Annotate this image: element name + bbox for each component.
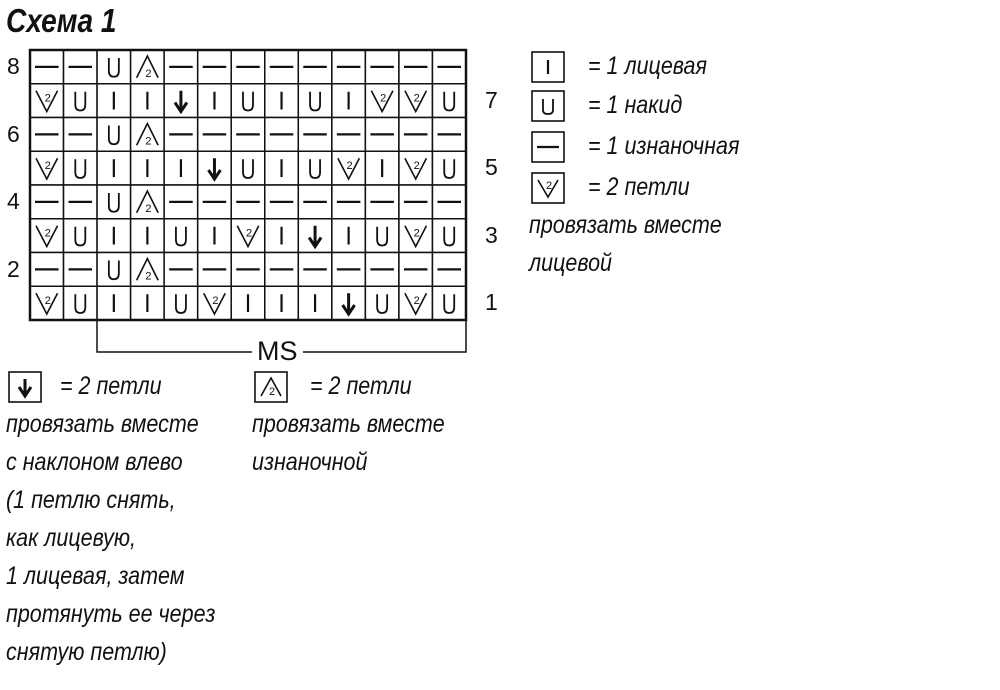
yarn-over-symbol-cell [231, 151, 265, 185]
k2tog-symbol-cell [399, 151, 433, 185]
purl-symbol-cell [30, 50, 64, 84]
k2tog-symbol-cell [30, 286, 64, 320]
purl-symbol-cell [332, 118, 366, 152]
k2tog-symbol-cell [332, 151, 366, 185]
svg-text:2: 2 [44, 92, 51, 105]
purl-symbol-cell [399, 185, 433, 219]
knit-symbol-cell [131, 84, 165, 118]
yarn-over-symbol-cell [432, 84, 466, 118]
svg-text:2: 2 [145, 135, 152, 148]
k2tog-symbol-cell [399, 219, 433, 253]
yarn-over-symbol-icon [531, 90, 565, 122]
legend-text: провязать вместе [252, 410, 445, 438]
legend-text: = 2 петли [588, 173, 690, 201]
yarn-over-symbol-cell [365, 286, 399, 320]
legend-text: как лицевую, [6, 524, 136, 552]
purl-symbol-cell [30, 253, 64, 287]
svg-text:2: 2 [145, 270, 152, 283]
yarn-over-symbol-cell [365, 219, 399, 253]
knit-symbol-cell [97, 286, 131, 320]
purl-symbol-cell [332, 185, 366, 219]
purl-symbol-cell [432, 185, 466, 219]
knit-symbol-cell [365, 151, 399, 185]
purl-symbol-cell [332, 253, 366, 287]
k2tog-symbol-icon [531, 172, 565, 204]
purl-symbol-cell [30, 118, 64, 152]
p2tog-symbol-cell [131, 185, 165, 219]
k2tog-symbol-cell [30, 219, 64, 253]
purl-symbol-cell [365, 185, 399, 219]
svg-text:2: 2 [413, 227, 420, 240]
svg-text:2: 2 [545, 180, 553, 192]
purl-symbol-cell [231, 50, 265, 84]
svg-text:2: 2 [413, 295, 420, 308]
knit-symbol-cell [131, 286, 165, 320]
chart-row-3 [30, 219, 466, 253]
svg-text:2: 2 [44, 295, 51, 308]
knit-symbol-cell [131, 219, 165, 253]
purl-symbol-cell [432, 50, 466, 84]
yarn-over-symbol-cell [64, 151, 98, 185]
k2tog-symbol-cell [399, 84, 433, 118]
svg-text:2: 2 [245, 227, 253, 240]
row-number: 3 [485, 221, 498, 248]
chart-row-1 [30, 286, 466, 320]
knit-symbol-cell [164, 151, 198, 185]
repeat-label: MS [252, 336, 303, 367]
yarn-over-symbol-cell [164, 219, 198, 253]
yarn-over-symbol-cell [97, 50, 131, 84]
chart-row-4 [30, 185, 466, 219]
purl-symbol-cell [64, 50, 98, 84]
purl-symbol-cell [365, 253, 399, 287]
knit-symbol-cell [265, 286, 299, 320]
knit-symbol-cell [131, 151, 165, 185]
chart-row-6 [30, 118, 466, 152]
yarn-over-symbol-cell [64, 286, 98, 320]
knit-symbol-cell [265, 84, 299, 118]
svg-text:2: 2 [380, 92, 387, 105]
knit-symbol-cell [332, 219, 366, 253]
legend-text: = 2 петли [310, 372, 412, 400]
legend-text: провязать вместе [6, 410, 199, 438]
k2tog-symbol-cell [399, 286, 433, 320]
legend-text: = 2 петли [60, 372, 162, 400]
svg-text:2: 2 [268, 386, 276, 398]
purl-symbol-cell [399, 118, 433, 152]
ssk-arrow-symbol-cell [198, 151, 232, 185]
legend-text: изнаночной [252, 448, 368, 476]
purl-symbol-cell [164, 118, 198, 152]
ssk-arrow-symbol-cell [298, 219, 332, 253]
svg-text:2: 2 [346, 160, 353, 173]
knit-symbol-cell [231, 286, 265, 320]
k2tog-symbol-cell [365, 84, 399, 118]
chart-title: Схема 1 [6, 2, 117, 39]
yarn-over-symbol-cell [64, 219, 98, 253]
purl-symbol-cell [399, 253, 433, 287]
yarn-over-symbol-cell [64, 84, 98, 118]
row-number: 8 [7, 53, 20, 79]
row-number: 4 [7, 188, 20, 214]
yarn-over-symbol-cell [432, 286, 466, 320]
yarn-over-symbol-cell [298, 151, 332, 185]
purl-symbol-cell [198, 118, 232, 152]
legend-text: лицевой [529, 249, 613, 277]
row-number: 2 [7, 255, 20, 282]
knit-symbol-cell [265, 151, 299, 185]
chart-row-2 [30, 253, 466, 287]
svg-text:2: 2 [44, 160, 51, 173]
purl-symbol-cell [30, 185, 64, 219]
knit-symbol-cell [198, 84, 232, 118]
p2tog-symbol-cell [131, 118, 165, 152]
purl-symbol-cell [231, 118, 265, 152]
legend-text: (1 петлю снять, [6, 486, 176, 514]
row-number: 5 [485, 154, 498, 181]
row-number: 6 [7, 120, 20, 147]
purl-symbol-cell [198, 50, 232, 84]
svg-text:2: 2 [413, 92, 420, 105]
purl-symbol-cell [332, 50, 366, 84]
purl-symbol-cell [198, 253, 232, 287]
purl-symbol-cell [164, 185, 198, 219]
purl-symbol-cell [265, 185, 299, 219]
purl-symbol-cell [164, 50, 198, 84]
svg-text:2: 2 [145, 67, 152, 80]
p2tog-symbol-icon [254, 371, 288, 403]
k2tog-symbol-cell [231, 219, 265, 253]
yarn-over-symbol-cell [164, 286, 198, 320]
row-number: 7 [485, 86, 498, 113]
knit-symbol-cell [332, 84, 366, 118]
purl-symbol-cell [298, 253, 332, 287]
k2tog-symbol-cell [30, 84, 64, 118]
legend-text: 1 лицевая, затем [6, 562, 185, 590]
svg-text:2: 2 [145, 202, 152, 215]
knit-symbol-icon [531, 51, 565, 83]
purl-symbol-cell [64, 185, 98, 219]
yarn-over-symbol-cell [231, 84, 265, 118]
purl-symbol-cell [265, 253, 299, 287]
chart-row-8 [30, 50, 466, 84]
knit-symbol-cell [265, 219, 299, 253]
purl-symbol-cell [298, 185, 332, 219]
purl-symbol-cell [64, 118, 98, 152]
svg-text:2: 2 [44, 227, 51, 240]
legend-text: протянуть ее через [6, 600, 216, 628]
row-number: 1 [485, 289, 498, 316]
ssk-arrow-symbol-cell [332, 286, 366, 320]
purl-symbol-cell [399, 50, 433, 84]
purl-symbol-cell [365, 118, 399, 152]
yarn-over-symbol-cell [432, 219, 466, 253]
purl-symbol-cell [298, 50, 332, 84]
legend-text: = 1 изнаночная [588, 132, 740, 160]
knit-symbol-cell [97, 219, 131, 253]
purl-symbol-cell [298, 118, 332, 152]
purl-symbol-cell [231, 185, 265, 219]
purl-symbol-cell [432, 118, 466, 152]
purl-symbol-cell [164, 253, 198, 287]
ssk-arrow-symbol-cell [164, 84, 198, 118]
legend-text: провязать вместе [529, 211, 722, 239]
knit-symbol-cell [198, 219, 232, 253]
purl-symbol-cell [265, 50, 299, 84]
yarn-over-symbol-cell [97, 118, 131, 152]
purl-symbol-cell [231, 253, 265, 287]
legend-text: снятую петлю) [6, 638, 167, 666]
legend-text: = 1 лицевая [588, 52, 707, 80]
knit-symbol-cell [97, 84, 131, 118]
legend-text: с наклоном влево [6, 448, 183, 476]
chart-row-5 [30, 151, 466, 185]
knit-symbol-cell [298, 286, 332, 320]
chart-row-7 [30, 84, 466, 118]
svg-text:2: 2 [413, 160, 420, 173]
purl-symbol-icon [531, 131, 565, 163]
purl-symbol-cell [198, 185, 232, 219]
p2tog-symbol-cell [131, 253, 165, 287]
yarn-over-symbol-cell [97, 185, 131, 219]
yarn-over-symbol-cell [298, 84, 332, 118]
purl-symbol-cell [265, 118, 299, 152]
purl-symbol-cell [64, 253, 98, 287]
yarn-over-symbol-cell [97, 253, 131, 287]
purl-symbol-cell [365, 50, 399, 84]
yarn-over-symbol-cell [432, 151, 466, 185]
svg-text:2: 2 [212, 295, 219, 308]
p2tog-symbol-cell [131, 50, 165, 84]
k2tog-symbol-cell [30, 151, 64, 185]
knit-symbol-cell [97, 151, 131, 185]
purl-symbol-cell [432, 253, 466, 287]
legend-text: = 1 накид [588, 91, 683, 119]
k2tog-symbol-cell [198, 286, 232, 320]
ssk-arrow-symbol-icon [8, 371, 42, 403]
